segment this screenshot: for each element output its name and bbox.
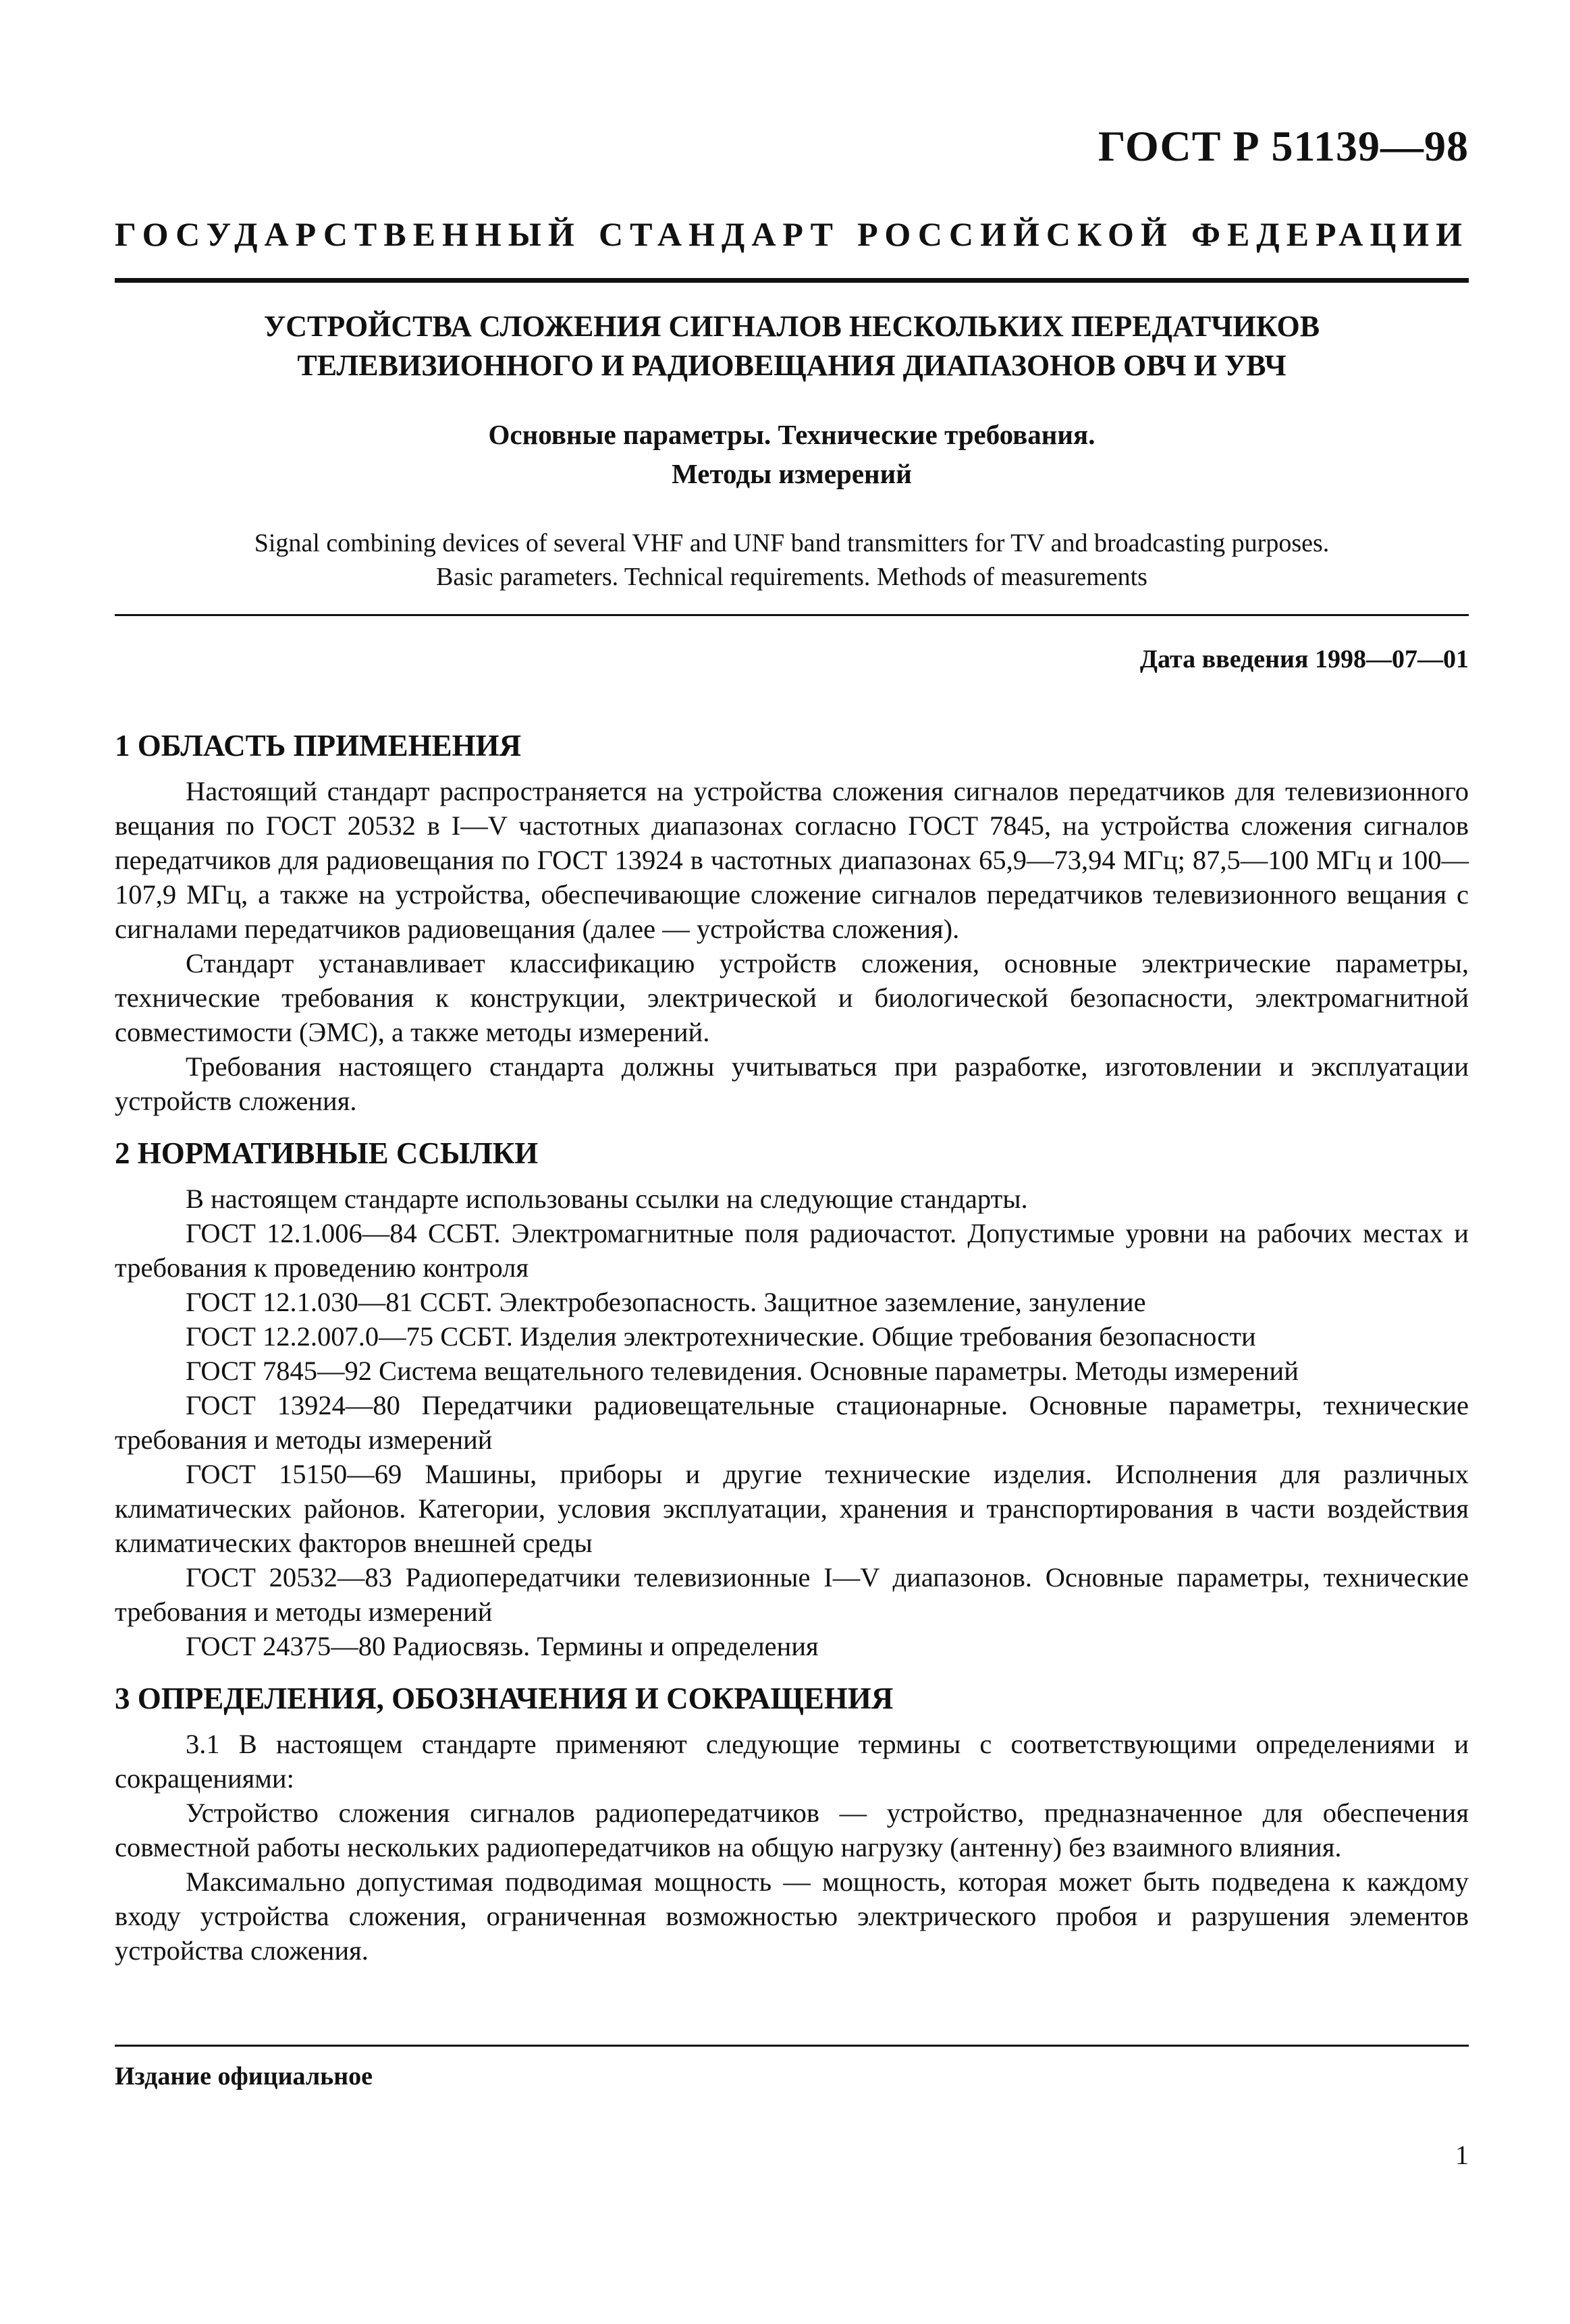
section-2-heading: 2 НОРМАТИВНЫЕ ССЫЛКИ (115, 1136, 539, 1170)
english-title-line-1: Signal combining devices of several VHF and UNF band transmitters for TV and broadcasting purposes. (254, 529, 1330, 557)
official-edition-label: Издание официальное (115, 2062, 373, 2091)
section-3-heading: 3 ОПРЕДЕЛЕНИЯ, ОБОЗНАЧЕНИЯ И СОКРАЩЕНИЯ (115, 1682, 894, 1715)
section-3-paragraph: Максимально допустимая подводимая мощность — мощность, которая может быть подведена к каждому входу устройства сложения, ограниченная возможностью электрического пробоя и разрушения элементов устройства сложения. (115, 1866, 1469, 1966)
title-divider (115, 614, 1469, 616)
subtitle-line-1: Основные параметры. Технические требования. (488, 419, 1095, 450)
reference-item: ГОСТ 20532—83 Радиопередатчики телевизионные I—V диапазонов. Основные параметры, технические требования и методы измерений (115, 1562, 1469, 1627)
reference-item: ГОСТ 12.1.006—84 ССБТ. Электромагнитные поля радиочастот. Допустимые уровни на рабочих местах и требования к проведению контроля (115, 1218, 1469, 1283)
section-3-paragraph: Устройство сложения сигналов радиопередатчиков — устройство, предназначенное для обеспечения совместной работы нескольких радиопередатчиков на общую нагрузку (антенну) без взаимного влияния. (115, 1798, 1469, 1862)
section-2-intro: В настоящем стандарте использованы ссылки на следующие стандарты. (186, 1184, 1028, 1214)
english-title-line-2: Basic parameters. Technical requirements. Methods of measurements (436, 563, 1147, 591)
footer-divider (115, 2045, 1469, 2047)
title-line-1: УСТРОЙСТВА СЛОЖЕНИЯ СИГНАЛОВ НЕСКОЛЬКИХ ПЕРЕДАТЧИКОВ (263, 310, 1320, 343)
reference-item: ГОСТ 7845—92 Система вещательного телевидения. Основные параметры. Методы измерений (186, 1356, 1299, 1386)
section-1-paragraph: Стандарт устанавливает классификацию устройств сложения, основные электрические параметры, технические требования к конструкции, электрической и биологической безопасности, электромагнитной совместимости (ЭМС), а также методы измерений. (115, 948, 1469, 1047)
section-1-heading: 1 ОБЛАСТЬ ПРИМЕНЕНИЯ (115, 729, 522, 763)
section-3-paragraph: 3.1 В настоящем стандарте применяют следующие термины с соответствующими определениями и сокращениями: (115, 1729, 1469, 1794)
reference-item: ГОСТ 12.1.030—81 ССБТ. Электробезопасность. Защитное заземление, зануление (186, 1287, 1146, 1317)
reference-item: ГОСТ 13924—80 Передатчики радиовещательные стационарные. Основные параметры, технические требования и методы измерений (115, 1390, 1469, 1455)
reference-item: ГОСТ 24375—80 Радиосвязь. Термины и определения (186, 1631, 819, 1661)
introduction-date: Дата введения 1998—07—01 (1139, 645, 1469, 673)
document-body (115, 725, 1469, 1968)
document-title (115, 307, 1469, 385)
english-title (115, 526, 1469, 594)
reference-item: ГОСТ 15150—69 Машины, приборы и другие технические изделия. Исполнения для различных климатических районов. Категории, условия эксплуатации, хранения и транспортирования в части воздействия климатических факторов внешней среды (115, 1459, 1469, 1558)
state-standard-header: ГОСУДАРСТВЕННЫЙ СТАНДАРТ РОССИЙСКОЙ ФЕДЕРАЦИИ (115, 215, 1469, 253)
subtitle-line-2: Методы измерений (672, 458, 912, 489)
section-1-paragraph: Требования настоящего стандарта должны учитываться при разработке, изготовлении и эксплуатации устройств сложения. (115, 1051, 1469, 1116)
title-line-2: ТЕЛЕВИЗИОННОГО И РАДИОВЕЩАНИЯ ДИАПАЗОНОВ ОВЧ И УВЧ (297, 349, 1287, 382)
document-subtitle (115, 415, 1469, 493)
page-number: 1 (1455, 2140, 1469, 2170)
section-1-paragraph: Настоящий стандарт распространяется на устройства сложения сигналов передатчиков для телевизионного вещания по ГОСТ 20532 в I—V частотных диапазонах согласно ГОСТ 7845, на устройства сложения сигналов передатчиков для радиовещания по ГОСТ 13924 в частотных диапазонах 65,9—73,94 МГц; 87,5—100 МГц и 100—107,9 МГц, а также на устройства, обеспечивающие сложение сигналов передатчиков телевизионного вещания с сигналами передатчиков радиовещания (далее — устройства сложения). (115, 776, 1469, 944)
gost-number: ГОСТ Р 51139—98 (1098, 122, 1469, 170)
header-divider (115, 278, 1469, 283)
reference-item: ГОСТ 12.2.007.0—75 ССБТ. Изделия электротехнические. Общие требования безопасности (186, 1321, 1256, 1352)
